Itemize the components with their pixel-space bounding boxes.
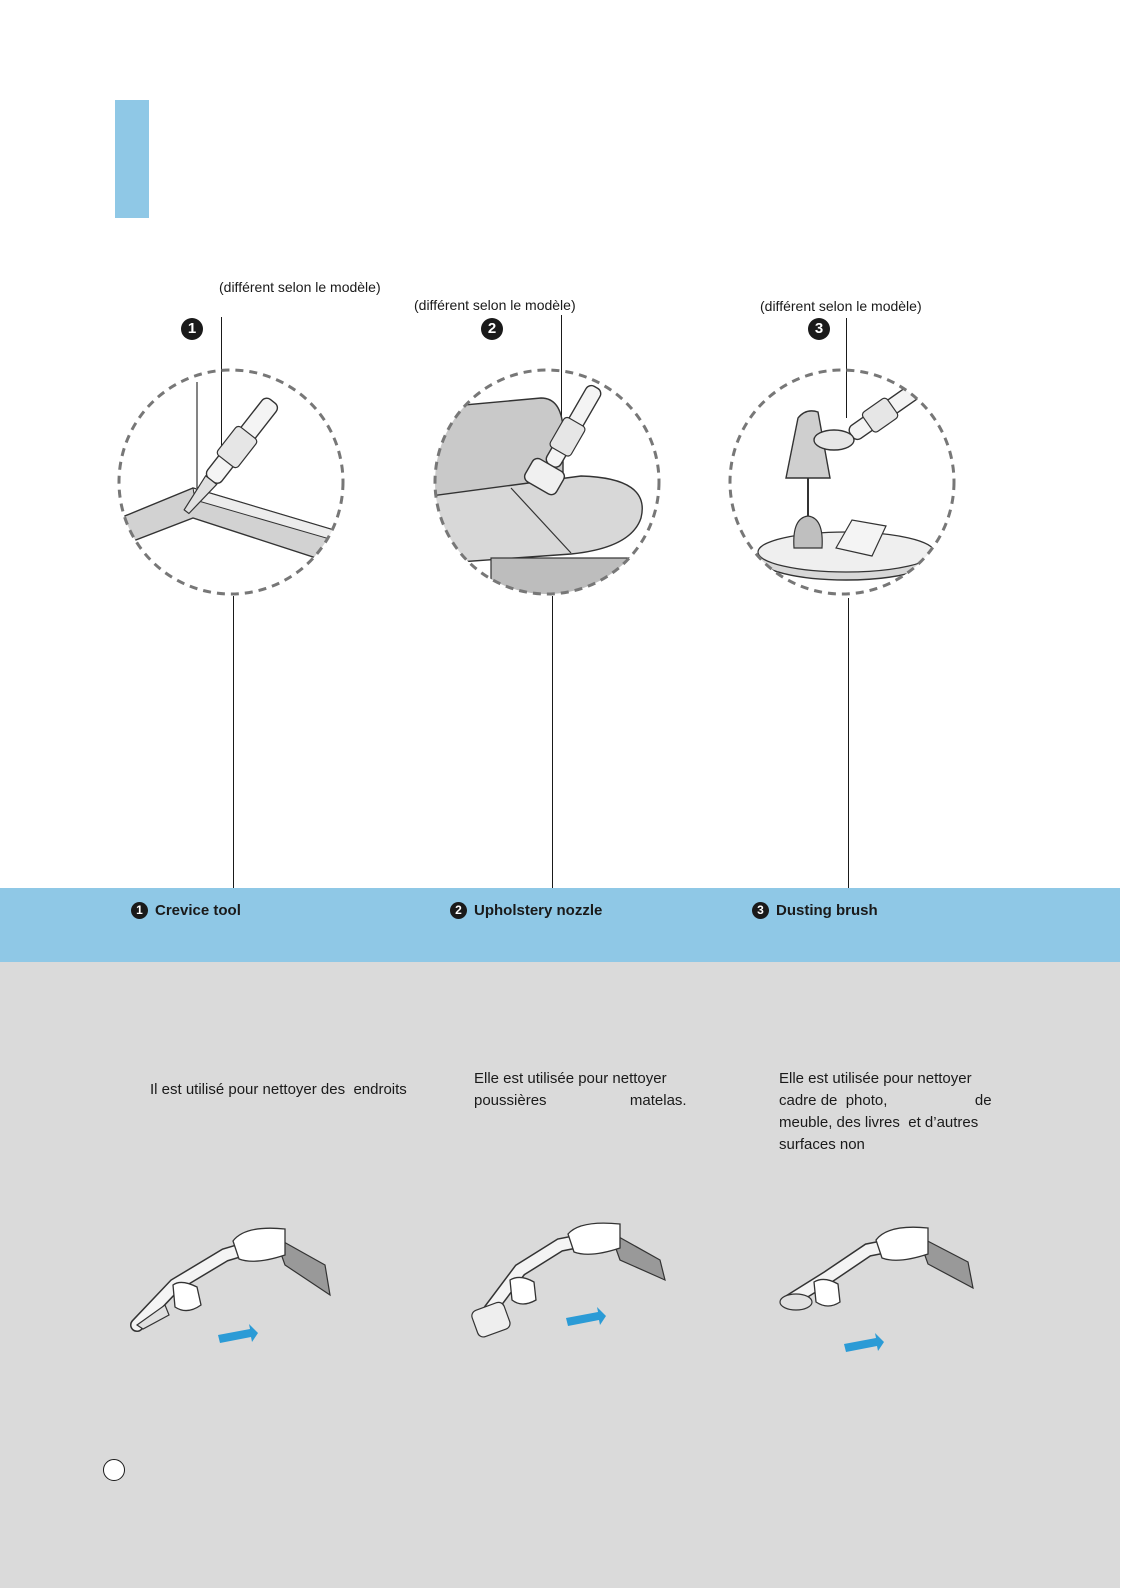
tool-label-upholstery bbox=[450, 902, 602, 919]
upholstery-nozzle-usage-illustration bbox=[470, 1220, 670, 1350]
leader-line bbox=[233, 596, 234, 888]
tool-number: 1 bbox=[131, 902, 148, 919]
description-line: Elle est utilisée pour nettoyer bbox=[779, 1070, 972, 1087]
description-line: poussières matelas. bbox=[474, 1092, 687, 1109]
description-line: cadre de photo, de bbox=[779, 1092, 992, 1109]
description-line: surfaces non bbox=[779, 1136, 865, 1153]
tool-label-crevice bbox=[131, 902, 241, 919]
upholstery-nozzle-illustration bbox=[431, 368, 663, 600]
page-number-circle bbox=[103, 1459, 125, 1481]
dusting-brush-usage-illustration bbox=[778, 1222, 978, 1352]
description-line: Il est utilisé pour nettoyer des endroits bbox=[150, 1081, 407, 1098]
leader-line bbox=[552, 596, 553, 888]
direction-arrow-icon bbox=[218, 1324, 258, 1343]
crevice-tool-usage-illustration bbox=[135, 1225, 335, 1355]
direction-arrow-icon bbox=[844, 1333, 884, 1352]
crevice-tool-illustration bbox=[115, 368, 347, 600]
callout-note-1: (différent selon le modèle) bbox=[219, 279, 381, 295]
callout-number-1: 1 bbox=[181, 318, 203, 340]
tool-label-dusting bbox=[752, 902, 878, 919]
tool-name: Crevice tool bbox=[155, 902, 241, 919]
tool-number: 3 bbox=[752, 902, 769, 919]
description-crevice bbox=[150, 1079, 407, 1101]
description-line: meuble, des livres et d’autres bbox=[779, 1114, 979, 1131]
callout-note-3: (différent selon le modèle) bbox=[760, 298, 922, 314]
leader-line bbox=[848, 598, 849, 888]
description-line: Elle est utilisée pour nettoyer bbox=[474, 1070, 667, 1087]
callout-number-2: 2 bbox=[481, 318, 503, 340]
direction-arrow-icon bbox=[566, 1307, 606, 1326]
section-accent-tab bbox=[115, 100, 149, 218]
dusting-brush-illustration bbox=[726, 368, 958, 600]
description-dusting bbox=[779, 1068, 992, 1156]
callout-number-3: 3 bbox=[808, 318, 830, 340]
tool-label-band bbox=[0, 888, 1120, 962]
description-upholstery bbox=[474, 1068, 687, 1112]
tool-name: Upholstery nozzle bbox=[474, 902, 603, 919]
callout-note-2: (différent selon le modèle) bbox=[414, 297, 576, 313]
tool-name: Dusting brush bbox=[776, 902, 878, 919]
tool-number: 2 bbox=[450, 902, 467, 919]
